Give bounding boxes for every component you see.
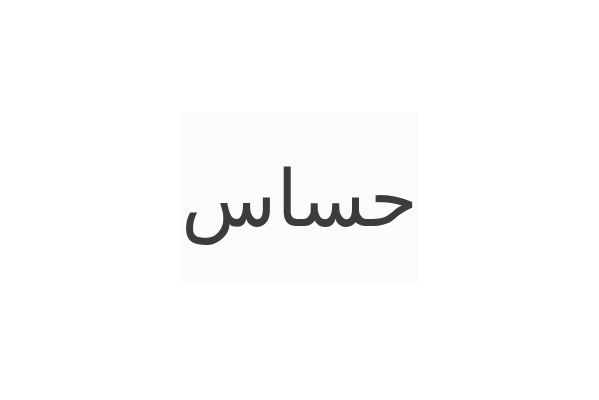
arabic-word: حساس <box>181 155 418 245</box>
